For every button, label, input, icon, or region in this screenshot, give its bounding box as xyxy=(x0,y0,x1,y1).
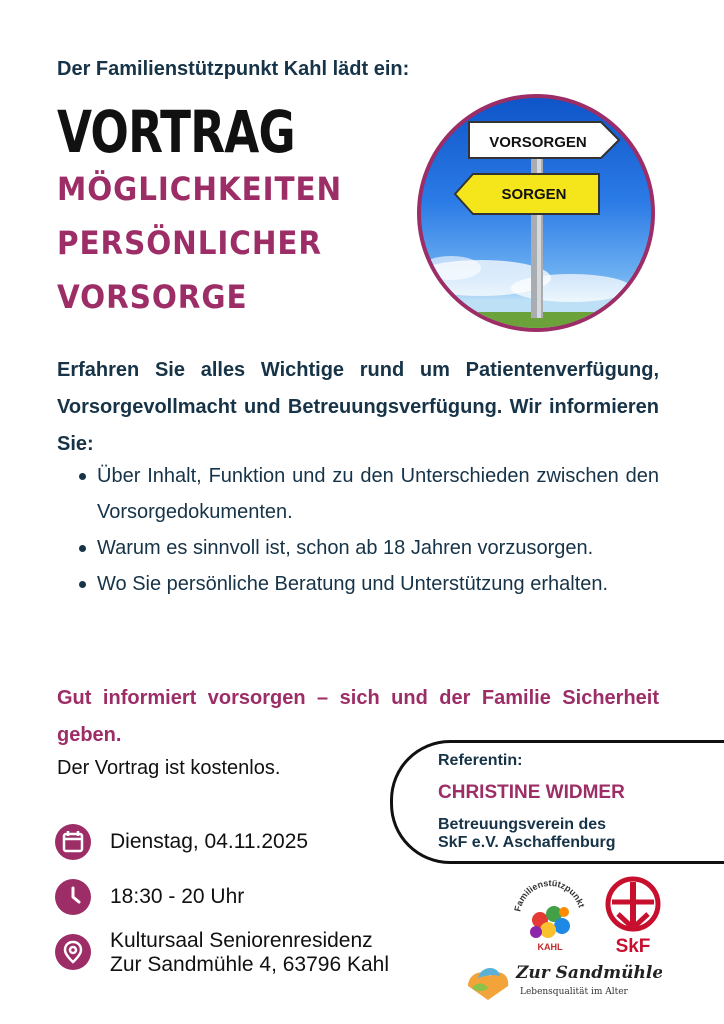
intro-text: Der Familienstützpunkt Kahl lädt ein: xyxy=(57,58,410,80)
location-line-1: Kultursaal Seniorenresidenz xyxy=(110,929,373,952)
speaker-organization xyxy=(438,816,616,852)
event-time: 18:30 - 20 Uhr xyxy=(110,885,245,908)
subtitle-line-2: PERSÖNLICHER xyxy=(57,224,323,262)
claim-text: Gut informiert vorsorgen – sich und der Familie Sicherheit geben. xyxy=(57,687,659,746)
familienstuetzpunkt-logo xyxy=(510,876,590,956)
page-title: VORTRAG xyxy=(57,98,295,166)
skf-logo-text: SkF xyxy=(615,936,651,956)
fam-logo-text: Familienstützpunkt xyxy=(512,877,587,913)
event-location xyxy=(110,929,389,977)
free-note: Der Vortrag ist kostenlos. xyxy=(57,757,281,779)
list-item: Wo Sie persönliche Beratung und Unterstützung erhalten. xyxy=(57,566,659,602)
sandmuehle-name: Zur Sandmühle xyxy=(516,963,662,983)
skf-logo xyxy=(600,876,666,956)
clock-icon xyxy=(55,879,91,915)
info-list xyxy=(57,458,659,602)
list-item: Über Inhalt, Funktion und zu den Unterschieden zwischen den Vorsorgedokumenten. xyxy=(57,458,659,530)
fam-logo-place: KAHL xyxy=(537,942,563,952)
subtitle-line-1: MÖGLICHKEITEN xyxy=(57,170,343,208)
sandmuehle-tagline: Lebensqualität im Alter xyxy=(520,987,628,997)
event-date: Dienstag, 04.11.2025 xyxy=(110,830,309,853)
calendar-icon xyxy=(55,824,91,860)
subtitle-line-3: VORSORGE xyxy=(57,278,248,316)
signpost-image xyxy=(417,94,655,332)
sign-bottom-label: SORGEN xyxy=(501,186,567,203)
speaker-label: Referentin: xyxy=(438,752,523,769)
sign-top-label: VORSORGEN xyxy=(489,134,587,151)
location-pin-icon xyxy=(55,934,91,970)
speaker-name: CHRISTINE WIDMER xyxy=(438,782,625,803)
location-line-2: Zur Sandmühle 4, 63796 Kahl xyxy=(110,953,390,976)
speaker-org-line-1: Betreuungsverein des xyxy=(438,816,607,833)
zur-sandmuehle-logo xyxy=(462,956,662,1002)
list-item: Warum es sinnvoll ist, schon ab 18 Jahren vorzusorgen. xyxy=(57,530,659,566)
speaker-org-line-2: SkF e.V. Aschaffenburg xyxy=(438,834,616,851)
svg-text:Familienstützpunkt xyxy=(512,878,586,912)
lead-paragraph: Erfahren Sie alles Wichtige rund um Patientenverfügung, Vorsorgevollmacht und Betreuungsverfügung. Wir informieren Sie: xyxy=(57,359,659,455)
